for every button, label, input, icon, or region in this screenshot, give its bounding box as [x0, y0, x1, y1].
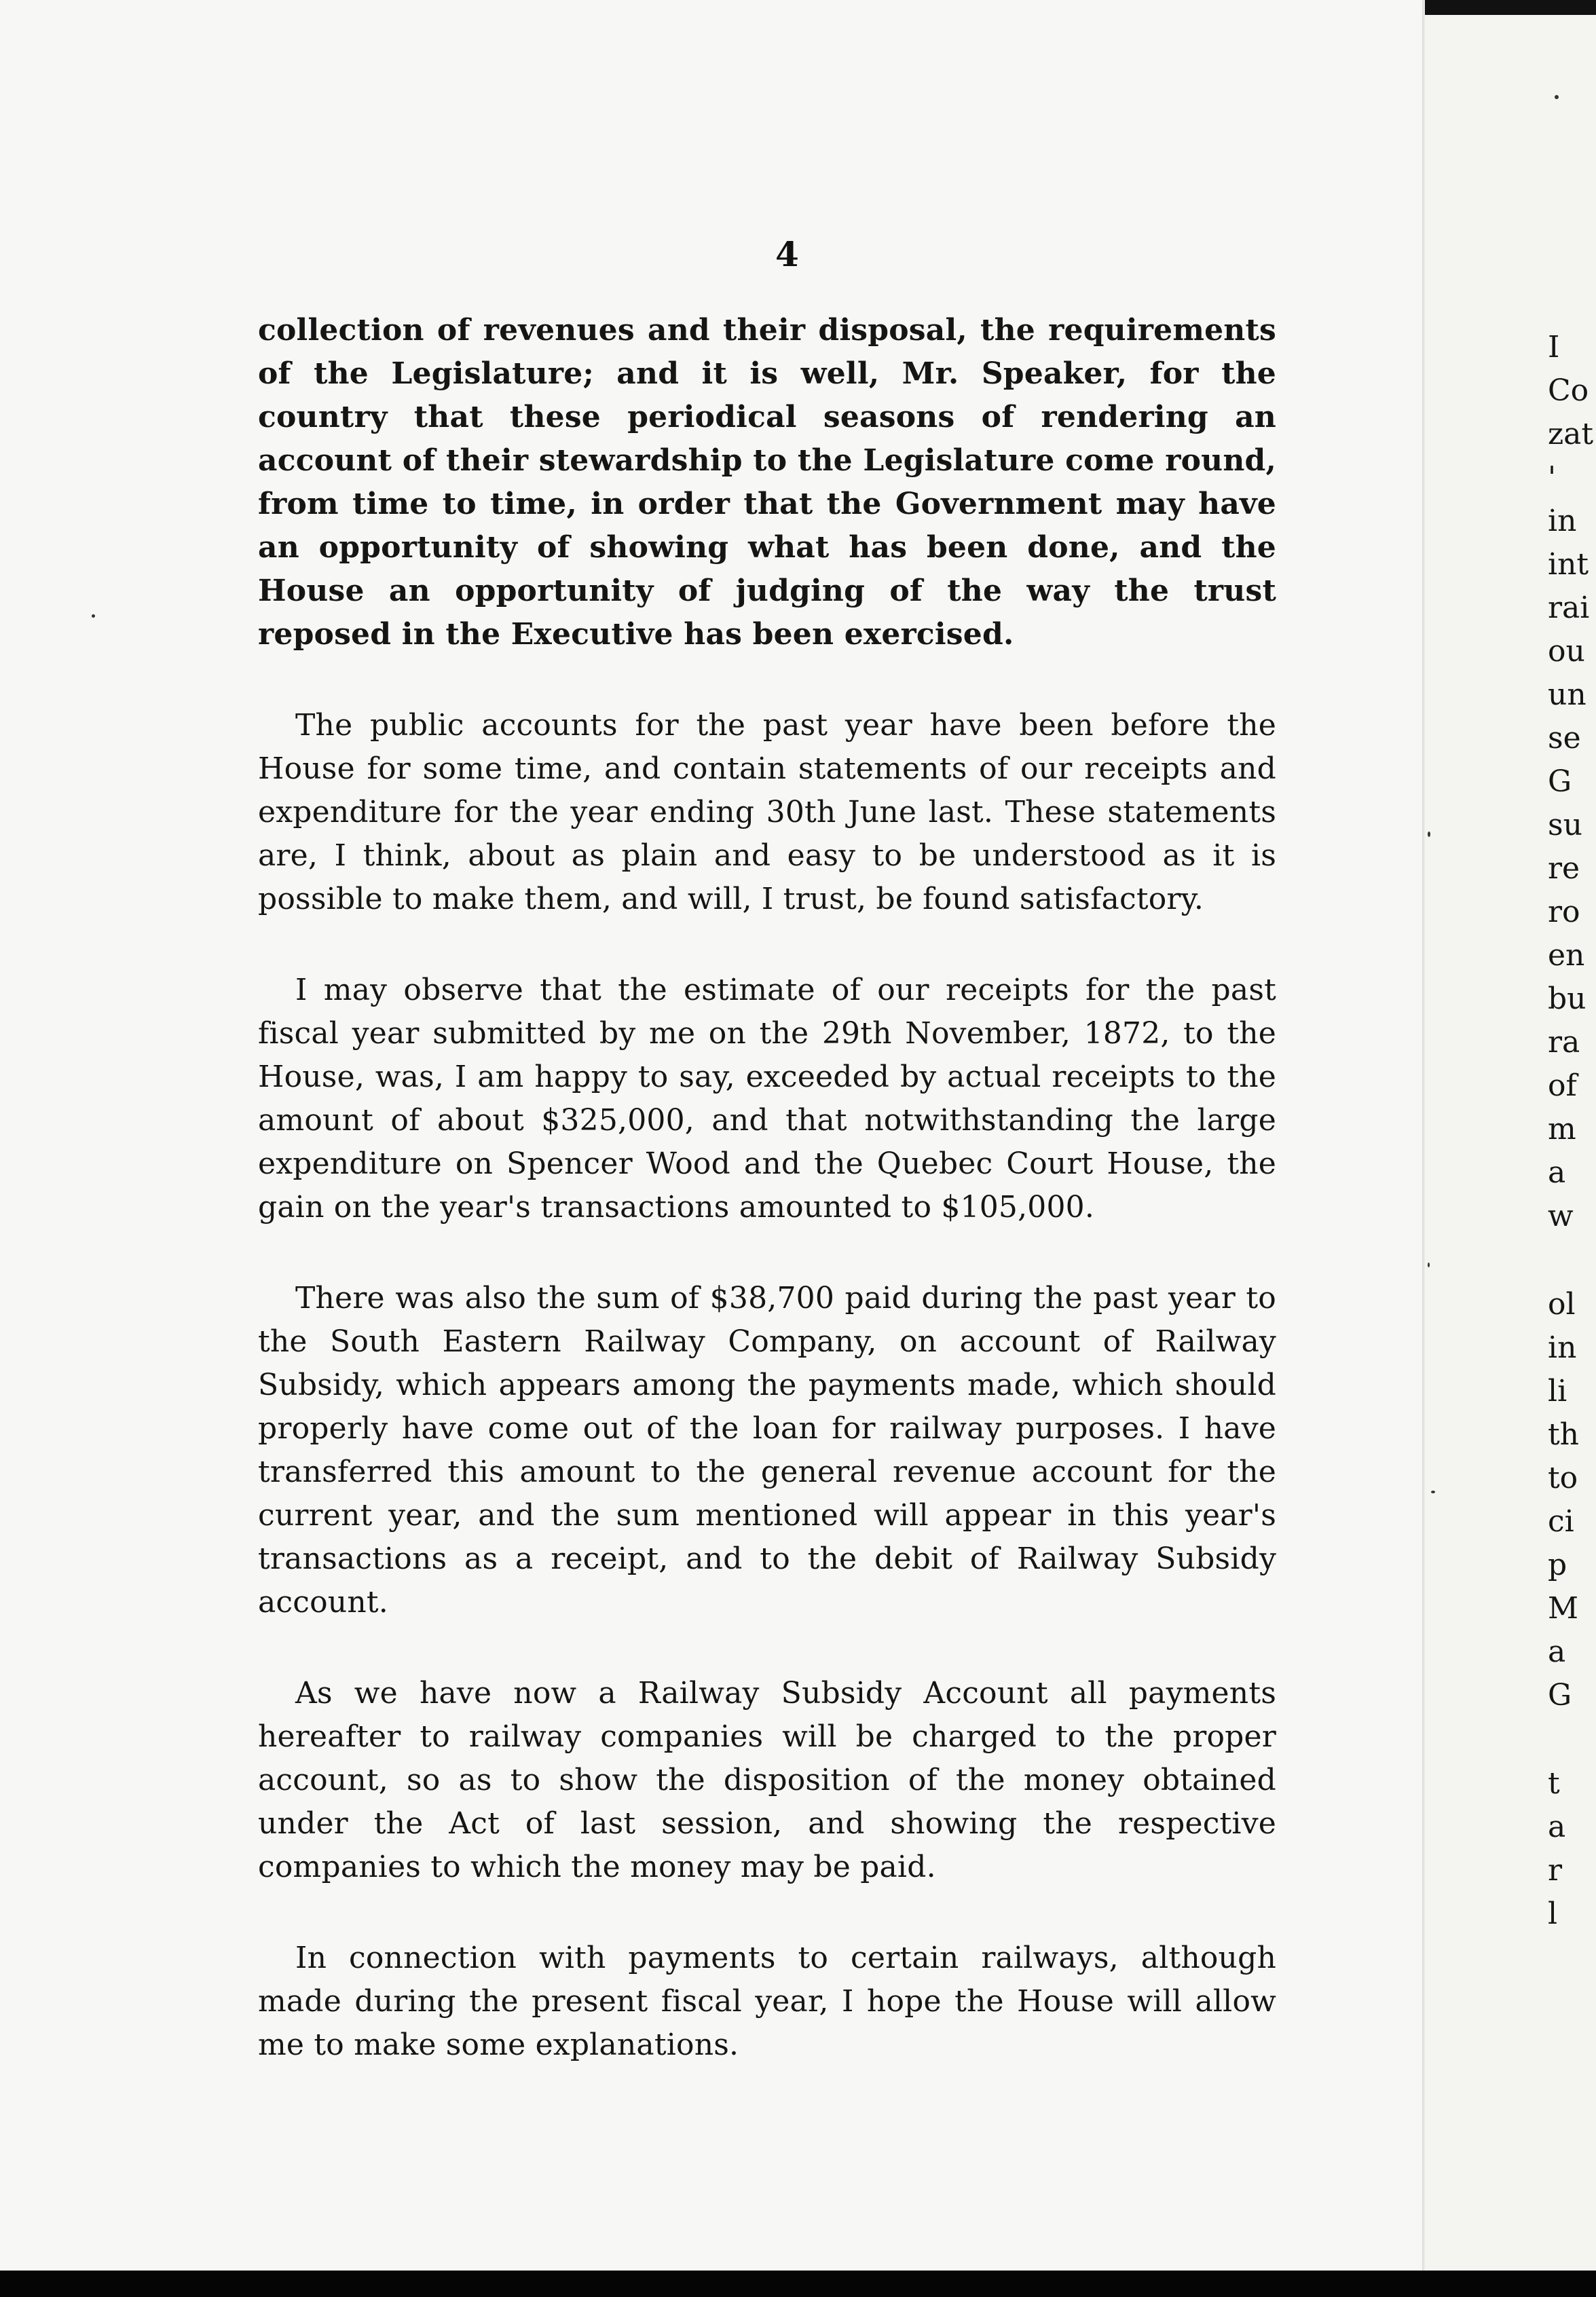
fragment: ro	[1548, 895, 1580, 929]
fragment: M	[1548, 1591, 1579, 1626]
fragment: l	[1548, 1897, 1558, 1931]
scan-speck	[1555, 95, 1559, 99]
scan-top-edge	[1425, 0, 1596, 15]
fragment: r	[1548, 1853, 1563, 1888]
fragment: su	[1548, 808, 1582, 842]
scan-speck	[1428, 832, 1430, 837]
fragment: ci	[1548, 1504, 1574, 1539]
fragment: rai	[1548, 591, 1590, 625]
fragment: li	[1548, 1374, 1567, 1408]
fragment: w	[1548, 1199, 1574, 1233]
paragraph-6: In connection with payments to certain railways, although made during the present fiscal year, I hope the House will allow me to make some explanations.	[258, 1941, 1276, 2062]
scan-bottom-edge	[0, 2271, 1596, 2297]
fragment: G	[1548, 1678, 1572, 1713]
fragment: th	[1548, 1417, 1580, 1452]
fragment: a	[1548, 1635, 1566, 1669]
fragment: Co	[1548, 373, 1589, 408]
fragment: a	[1548, 1810, 1566, 1844]
fragment: a	[1548, 1155, 1566, 1190]
scan-speck	[92, 614, 95, 618]
fragment: of	[1548, 1068, 1577, 1103]
fragment: int	[1548, 547, 1589, 582]
paragraph-2: The public accounts for the past year have been before the House for some time, and contain statements of our receipts and expenditure for the year ending 30th June last. These statements are, I think, about as plain and easy to be understood as it is possible to make them, and will, I trust, be found satisfactory.	[258, 708, 1276, 916]
scan-speck	[1431, 1491, 1435, 1493]
fragment: bu	[1548, 982, 1586, 1016]
fragment: un	[1548, 677, 1586, 712]
fragment: p	[1548, 1548, 1567, 1582]
fragment: G	[1548, 764, 1572, 799]
fragment: m	[1548, 1112, 1576, 1146]
fragment: ol	[1548, 1287, 1576, 1322]
paragraph-5: As we have now a Railway Subsidy Account all payments hereafter to railway companies will be charged to the proper account, so as to show the disposition of the money obtained under the Act of last session, and showing the respective companies to which the money may be paid.	[258, 1676, 1276, 1884]
fragment: zat	[1548, 417, 1594, 451]
fragment: re	[1548, 851, 1580, 886]
scan-speck	[1428, 1263, 1430, 1267]
body-text	[258, 309, 1276, 2114]
fragment: ou	[1548, 634, 1585, 669]
fragment: en	[1548, 938, 1585, 973]
fragment: t	[1548, 1766, 1560, 1801]
page-number: 4	[775, 234, 799, 274]
paragraph-1: collection of revenues and their disposal, the requirements of the Legislature; and it is well, Mr. Speaker, for the country that these periodical seasons of rendering an account of their stewardship to the Legislature come round, from time to time, in order that the Government may have an opportunity of showing what has been done, and the House an opportunity of judging of the way the trust reposed in the Executive has been exercised.	[258, 313, 1276, 652]
fragment: in	[1548, 504, 1577, 538]
fragment: to	[1548, 1461, 1578, 1495]
fragment: se	[1548, 721, 1581, 755]
fragment: in	[1548, 1330, 1577, 1365]
fragment: ra	[1548, 1025, 1580, 1060]
paragraph-3: I may observe that the estimate of our receipts for the past fiscal year submitted by me on the 29th November, 1872, to the House, was, I am happy to say, exceeded by actual receipts to the amount of about $325,000, and that notwithstanding the large expenditure on Spencer Wood and the Quebec Court House, the gain on the year's transactions amounted to $105,000.	[258, 973, 1276, 1225]
fragment: I	[1548, 330, 1560, 365]
fragment: '	[1548, 460, 1557, 495]
paragraph-4: There was also the sum of $38,700 paid during the past year to the South Eastern Railway Company, on account of Railway Subsidy, which appears among the payments made, which should properly have come out of the loan for railway purposes. I have transferred this amount to the general revenue account for the current year, and the sum mentioned will appear in this year's transactions as a receipt, and to the debit of Railway Subsidy account.	[258, 1281, 1276, 1620]
adjacent-page-text	[1548, 326, 1596, 1936]
